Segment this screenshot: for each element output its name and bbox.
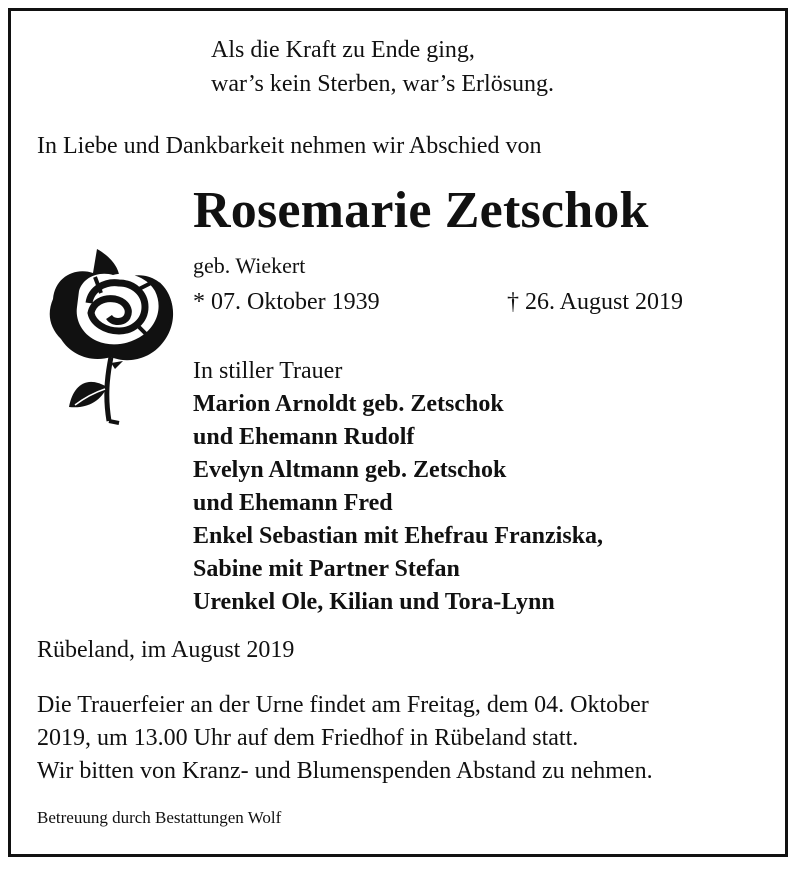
poem-line-1: Als die Kraft zu Ende ging, <box>211 37 475 63</box>
poem-line-2: war’s kein Sterben, war’s Erlösung. <box>211 71 555 97</box>
service-line-1: Die Trauerfeier an der Urne findet am Freitag, dem 04. Oktober <box>37 692 649 718</box>
obituary-notice <box>8 8 788 857</box>
mourner-line: Enkel Sebastian mit Ehefrau Franziska, <box>193 523 604 549</box>
place-date: Rübeland, im August 2019 <box>37 637 295 663</box>
maiden-name: geb. Wiekert <box>193 253 306 278</box>
mourners-block <box>193 355 603 619</box>
undertaker-credit: Betreuung durch Bestattungen Wolf <box>37 808 282 827</box>
death-date: † 26. August 2019 <box>507 289 684 315</box>
service-notice <box>37 689 777 788</box>
mourner-line: Urenkel Ole, Kilian und Tora-Lynn <box>193 589 555 615</box>
mourner-line: und Ehemann Fred <box>193 490 393 516</box>
mourner-line: Evelyn Altmann geb. Zetschok <box>193 457 507 483</box>
mourner-line: Sabine mit Partner Stefan <box>193 556 460 582</box>
service-line-3: Wir bitten von Kranz- und Blumenspenden Abstand zu nehmen. <box>37 758 653 784</box>
birth-date: * 07. Oktober 1939 <box>193 289 380 315</box>
rose-icon <box>35 237 185 427</box>
intro-text: In Liebe und Dankbarkeit nehmen wir Abschied von <box>37 133 542 159</box>
poem <box>211 33 554 101</box>
mourners-heading: In stiller Trauer <box>193 358 343 384</box>
mourner-line: Marion Arnoldt geb. Zetschok <box>193 391 504 417</box>
deceased-name: Rosemarie Zetschok <box>193 182 649 239</box>
mourner-line: und Ehemann Rudolf <box>193 424 415 450</box>
service-line-2: 2019, um 13.00 Uhr auf dem Friedhof in Rübeland statt. <box>37 725 579 751</box>
